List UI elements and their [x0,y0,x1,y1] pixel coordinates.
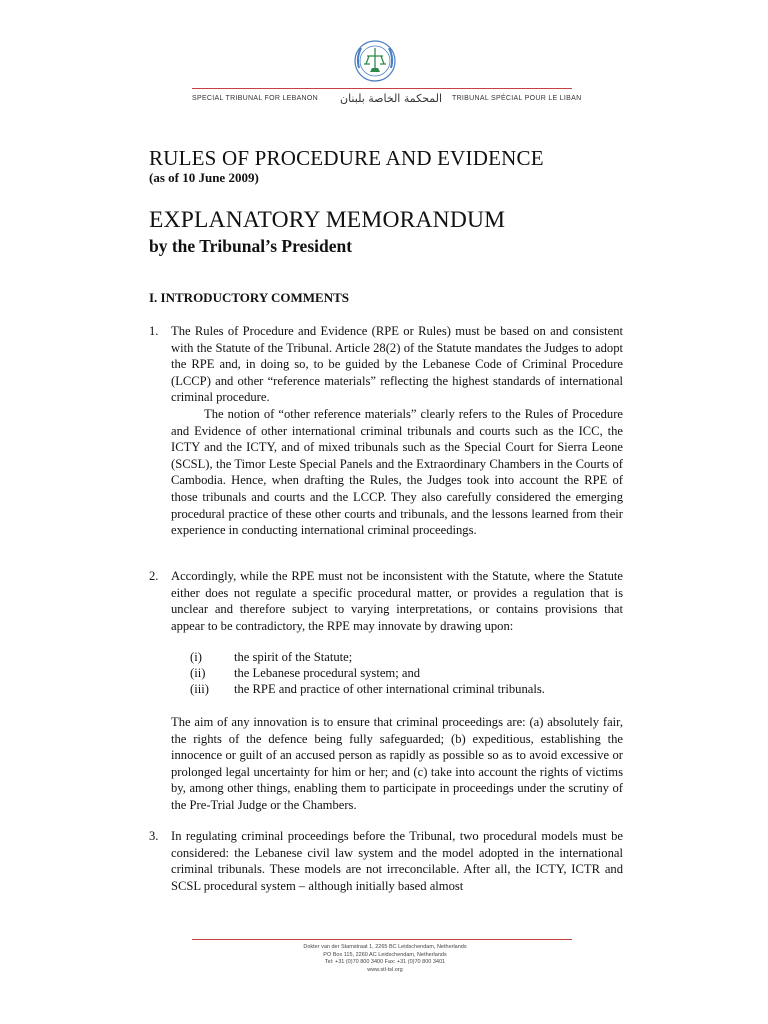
un-emblem-icon [352,38,398,84]
footer-line: Dokter van der Stamstraat 1, 2265 BC Leidschendam, Netherlands [303,944,467,950]
paragraph-number: 2. [149,569,159,583]
footer-address [300,944,470,974]
header-arabic-name: المحكمة الخاصة بلبنان [340,92,443,105]
memo-subtitle: by the Tribunal’s President [149,236,353,256]
footer-line: PO Box 115, 2260 AC Leidschendam, Netherlands [323,951,447,958]
header-french-name: TRIBUNAL SPÉCIAL POUR LE LIBAN [452,95,582,102]
section-heading: I. INTRODUCTORY COMMENTS [149,290,349,305]
paragraph-3: In regulating criminal proceedings before the Tribunal, two procedural models must be considered: the Lebanese civil law system and the model adopted in the international criminal tribunals. These models are not irreconcilable. After all, the ICTY, ICTR and SCSL procedural system – although initially based almost [171,829,623,893]
footer-rule [192,939,572,940]
memo-title: EXPLANATORY MEMORANDUM [149,207,506,233]
header-rule [192,88,572,89]
paragraph-2b: The aim of any innovation is to ensure that criminal proceedings are: (a) absolutely fair, the rights of the defence being fully safeguarded; (b) expeditious, establishing the innocence or guilt of an accused person as rapidly as possible so as to avoid excessive or prolonged legal uncertainty for him or her; and (c) take into account the rights of victims by, among other things, enabling them to participate in proceedings under the scrutiny of the Pre-Trial Judge or the Chambers. [171,715,623,812]
letterhead [0,0,768,110]
document-date: (as of 10 June 2009) [149,170,259,185]
footer-line: Tel: +31 (0)70 800 3400 Fax: +31 (0)70 800 3401 [324,959,446,965]
header-english-name: SPECIAL TRIBUNAL FOR LEBANON [192,95,319,102]
paragraph-1a: The Rules of Procedure and Evidence (RPE or Rules) must be based on and consistent with the Statute of the Tribunal. Article 28(2) of the Statute mandates the Judges to adopt the RPE and, in doing so, to be guided by the Lebanese Code of Criminal Procedure (LCCP) and other “reference materials” reflecting the highest standards of international criminal procedure. [171,324,623,405]
footer-line: www.stl-tsl.org [367,966,403,973]
document-title: RULES OF PROCEDURE AND EVIDENCE [149,146,544,170]
paragraph-number: 1. [149,324,159,338]
paragraph-number: 3. [149,829,159,843]
paragraph-2: Accordingly, while the RPE must not be inconsistent with the Statute, where the Statute either does not regulate a specific procedural matter, or provides a regulation that is unclear and therefore subject to varying interpretations, or contains provisions that appear to be contradictory, the RPE may innovate by drawing upon: [171,569,623,633]
paragraph-1b: The notion of “other reference materials” clearly refers to the Rules of Procedure and Evidence of other international criminal tribunals and courts such as the ICC, the ICTY and the ICTY, and of mixed tribunals such as the Special Court for Sierra Leone (SCSL), the Timor Leste Special Panels and the Extraordinary Chambers in the Courts of Cambodia. Hence, when drafting the Rules, the Judges took into account the RPE of those tribunals and courts and the LCCP. They also carefully considered the emerging procedural practice of these other courts and tribunals, and the lessons learned from their experience in conducting international criminal proceedings. [171,407,623,538]
